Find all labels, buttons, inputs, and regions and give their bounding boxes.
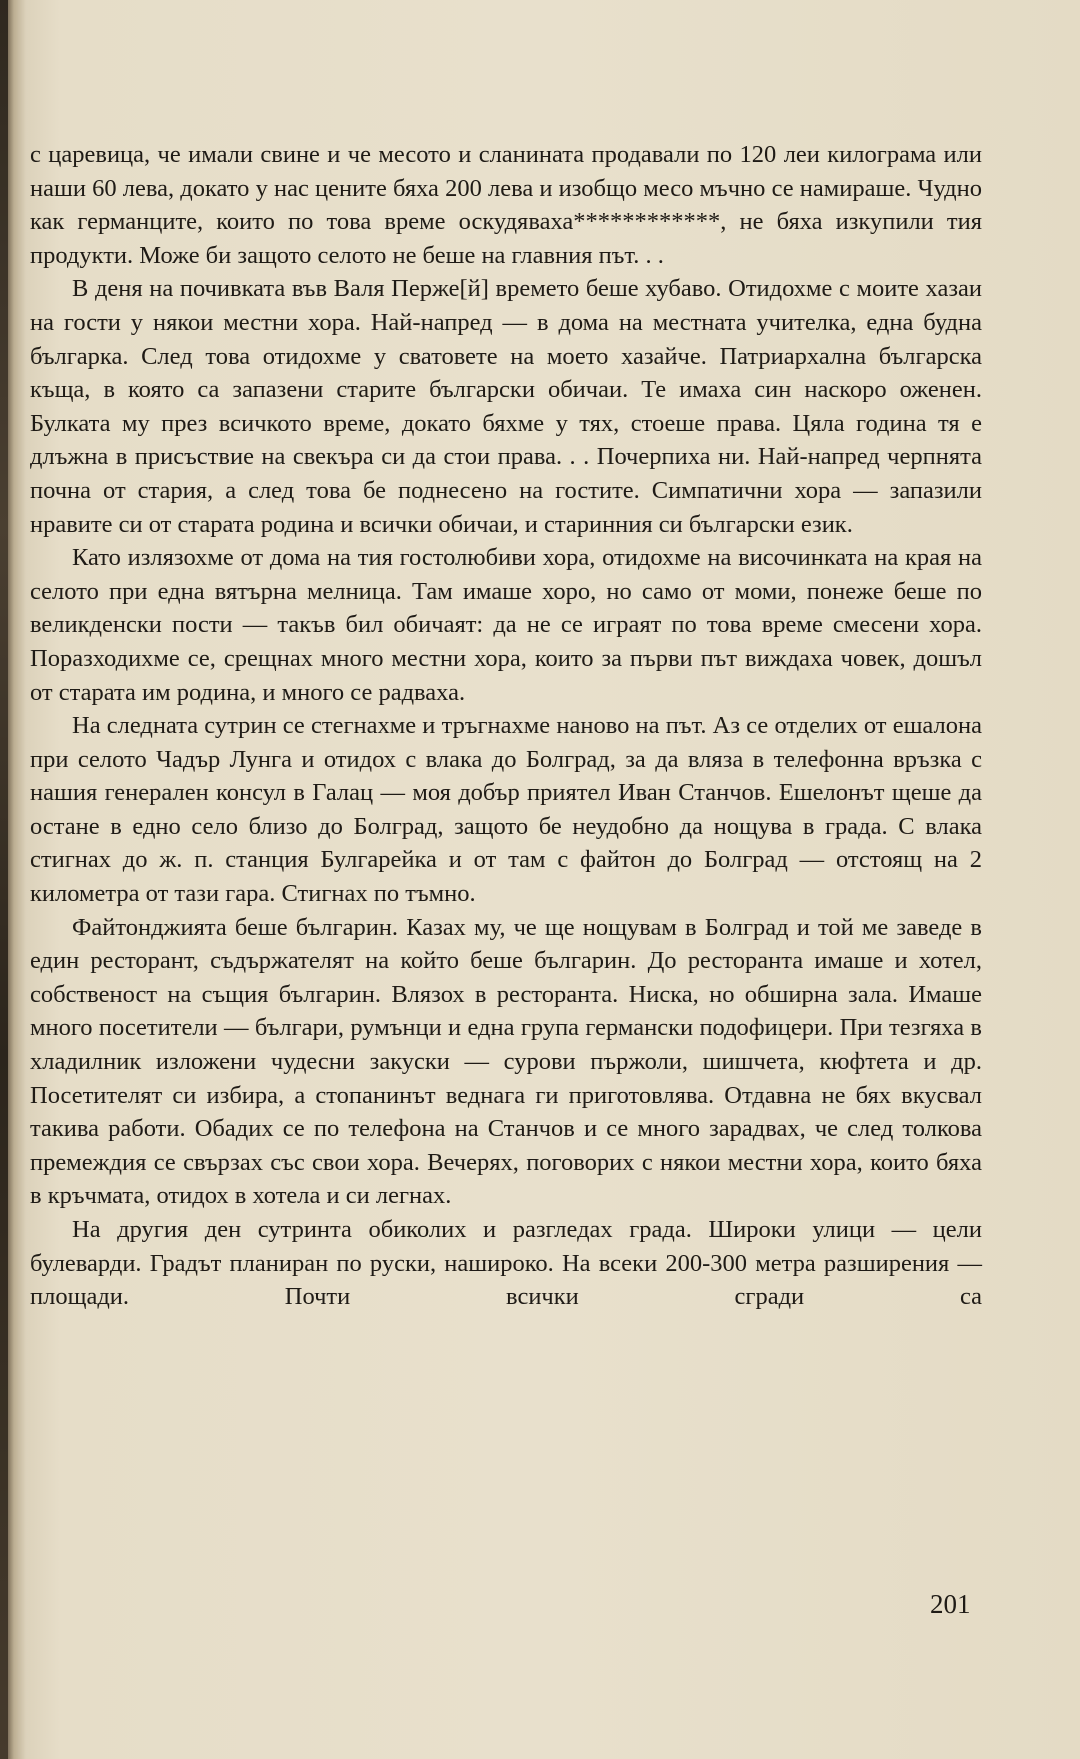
page-number: 201 — [930, 1589, 971, 1619]
paragraph-1: с царевица, че имали свине и че месото и сланината продавали по 120 леи килограма или наши 60 лева, докато у нас цените бяха 200 лева и изобщо месо мъчно се намираше. Чудно как германците, които по това време оскудяваха************, не бяха изкупили тия продукти. Може би защото селото не беше на главния път. . . — [30, 141, 982, 269]
page-text-block — [30, 138, 982, 1314]
paragraph-6: На другия ден сутринта обиколих и разгледах града. Широки улици — цели булеварди. Градът планиран по руски, нашироко. На всеки 200-300 метра разширения — площади. Почти всички сгради са — [30, 1216, 982, 1311]
book-spine-shadow — [0, 0, 8, 1759]
paragraph-4: На следната сутрин се стегнахме и тръгнахме наново на път. Аз се отделих от ешалона при селото Чадър Лунга и отидох с влака до Болград, за да вляза в телефонна връзка с нашия генерален консул в Галац — моя добър приятел Иван Станчов. Ешелонът щеше да остане в едно село близо до Болград, защото бе неудобно да нощува в града. С влака стигнах до ж. п. станция Булгарейка и от там с файтон до Болград — отстоящ на 2 километра от тази гара. Стигнах по тъмно. — [30, 712, 982, 908]
paragraph-2: В деня на почивката във Валя Перже[й] времето беше хубаво. Отидохме с моите хазаи на гости у някои местни хора. Най-напред — в дома на местната учителка, една будна българка. След това отидохме у сватовете на моето хазайче. Патриархална българска къща, в която са запазени старите български обичаи. Те имаха син наскоро оженен. Булката му през всичкото време, докато бяхме у тях, стоеше права. Цяла година тя е длъжна в присъствие на свекъра си да стои права. . . Почерпиха ни. Най-напред черпнята почна от стария, а след това бе поднесено на гостите. Симпатични хора — запазили нравите си от старата родина и всички обичаи, и старинния си български език. — [30, 275, 982, 538]
paragraph-3: Като излязохме от дома на тия гостолюбиви хора, отидохме на височинката на края на селото при една вятърна мелница. Там имаше хоро, но само от моми, понеже беше по великденски пости — такъв бил обичаят: да не се играят по това време смесени хора. Поразходихме се, срещнах много местни хора, които за първи път виждаха човек, дошъл от старата им родина, и много се радваха. — [30, 544, 982, 706]
paragraph-5: Файтонджията беше българин. Казах му, че ще нощувам в Болград и той ме заведе в един ресторант, съдържателят на който беше българин. До ресторанта имаше и хотел, собственост на същия българин. Влязох в ресторанта. Ниска, но обширна зала. Имаше много посетители — българи, румънци и една група германски подофицери. При тезгяха в хладилник изложени чудесни закуски — сурови пържоли, шишчета, кюфтета и др. Посетителят си избира, а стопанинът веднага ги приготовлява. Отдавна не бях вкусвал такива работи. Обадих се по телефона на Станчов и се много зарадвах, че след толкова премеждия се свързах със свои хора. Вечерях, поговорих с някои местни хора, които бяха в кръчмата, отидох в хотела и си легнах. — [30, 913, 982, 1210]
